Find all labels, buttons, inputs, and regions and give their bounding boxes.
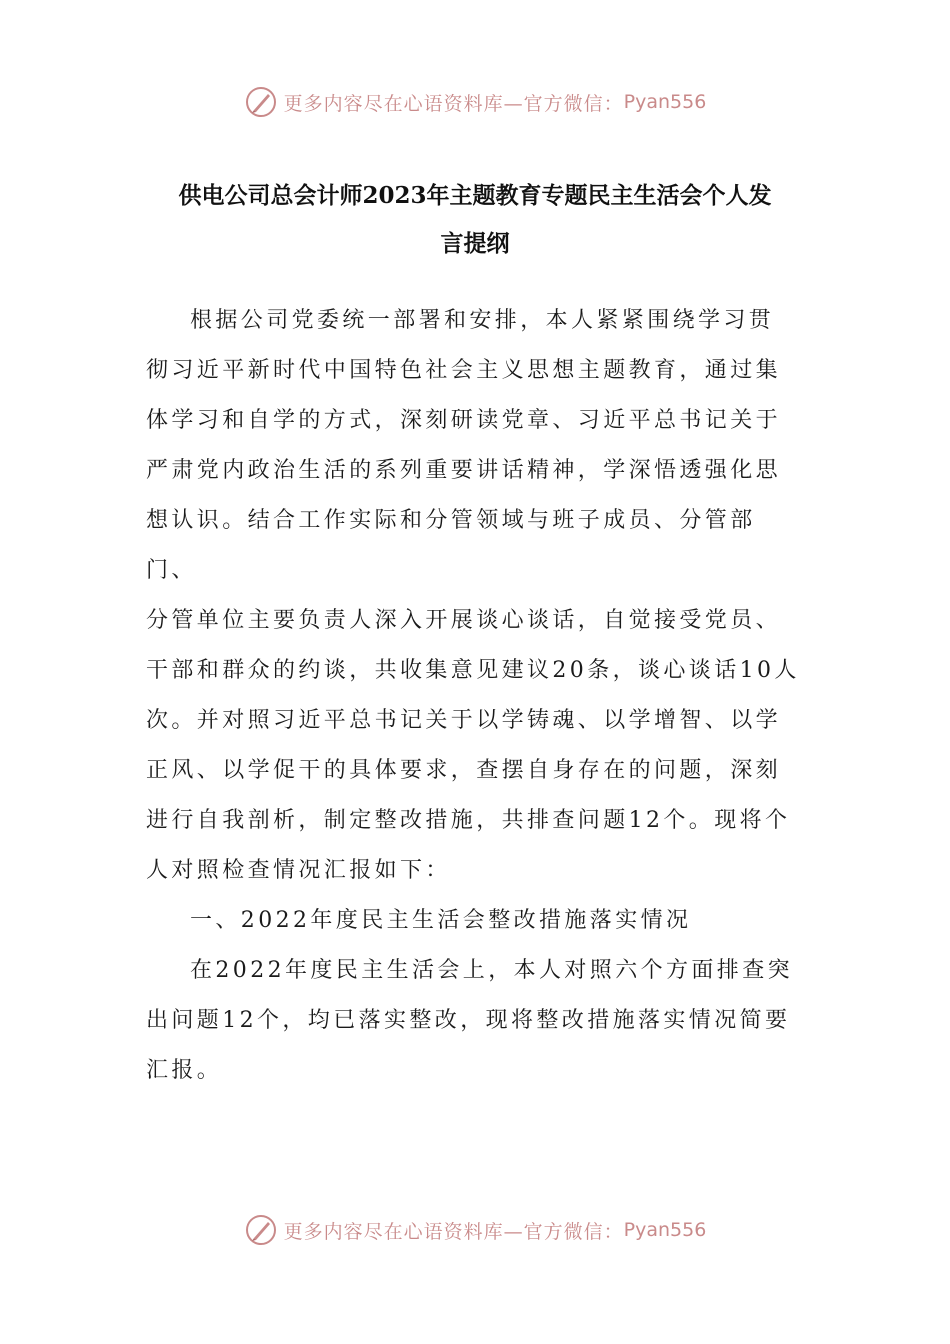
text-line: 汇报。: [146, 1058, 223, 1083]
quill-pen-logo-icon: [244, 85, 278, 119]
document-body: [146, 296, 806, 1096]
text-line: 分管单位主要负责人深入开展谈心谈话，自觉接受党员、: [146, 608, 782, 633]
footer-watermark: [0, 1210, 950, 1250]
quill-pen-logo-icon: [244, 1213, 278, 1247]
paragraph-intro: [146, 296, 806, 896]
text-line: 出问题12个，均已落实整改，现将整改措施落实情况简要: [146, 1008, 791, 1033]
text-line: 干部和群众的约谈，共收集意见建议20条，谈心谈话10人: [146, 658, 800, 683]
text-line: 想认识。结合工作实际和分管领域与班子成员、分管部门、: [146, 508, 756, 583]
paragraph-section-1: [146, 946, 806, 1096]
watermark-text: 更多内容尽在心语资料库—官方微信：: [283, 92, 624, 115]
text-line: 正风、以学促干的具体要求，查摆自身存在的问题，深刻: [146, 758, 782, 783]
text-line: 在2022年度民主生活会上，本人对照六个方面排查突: [190, 958, 793, 983]
watermark-wechat-id: Pyan556: [623, 91, 707, 113]
title-line-2: 言提纲: [440, 230, 510, 257]
section-heading: [146, 896, 806, 946]
text-line: 进行自我剖析，制定整改措施，共排查问题12个。现将个: [146, 808, 791, 833]
watermark-wechat-id: Pyan556: [623, 1219, 707, 1241]
text-line: 次。并对照习近平总书记关于以学铸魂、以学增智、以学: [146, 708, 782, 733]
text-line: 彻习近平新时代中国特色社会主义思想主题教育，通过集: [146, 358, 782, 383]
text-line: 严肃党内政治生活的系列重要讲话精神，学深悟透强化思: [146, 458, 782, 483]
title-line-1: 供电公司总会计师2023年主题教育专题民主生活会个人发: [178, 182, 772, 209]
text-line: 根据公司党委统一部署和安排，本人紧紧围绕学习贯: [190, 308, 775, 333]
watermark-text: 更多内容尽在心语资料库—官方微信：: [283, 1220, 624, 1243]
text-line: 体学习和自学的方式，深刻研读党章、习近平总书记关于: [146, 408, 782, 433]
heading-text: 一、2022年度民主生活会整改措施落实情况: [190, 908, 692, 933]
text-line: 人对照检查情况汇报如下：: [146, 858, 451, 883]
header-watermark: [0, 82, 950, 122]
document-title: [140, 172, 810, 268]
